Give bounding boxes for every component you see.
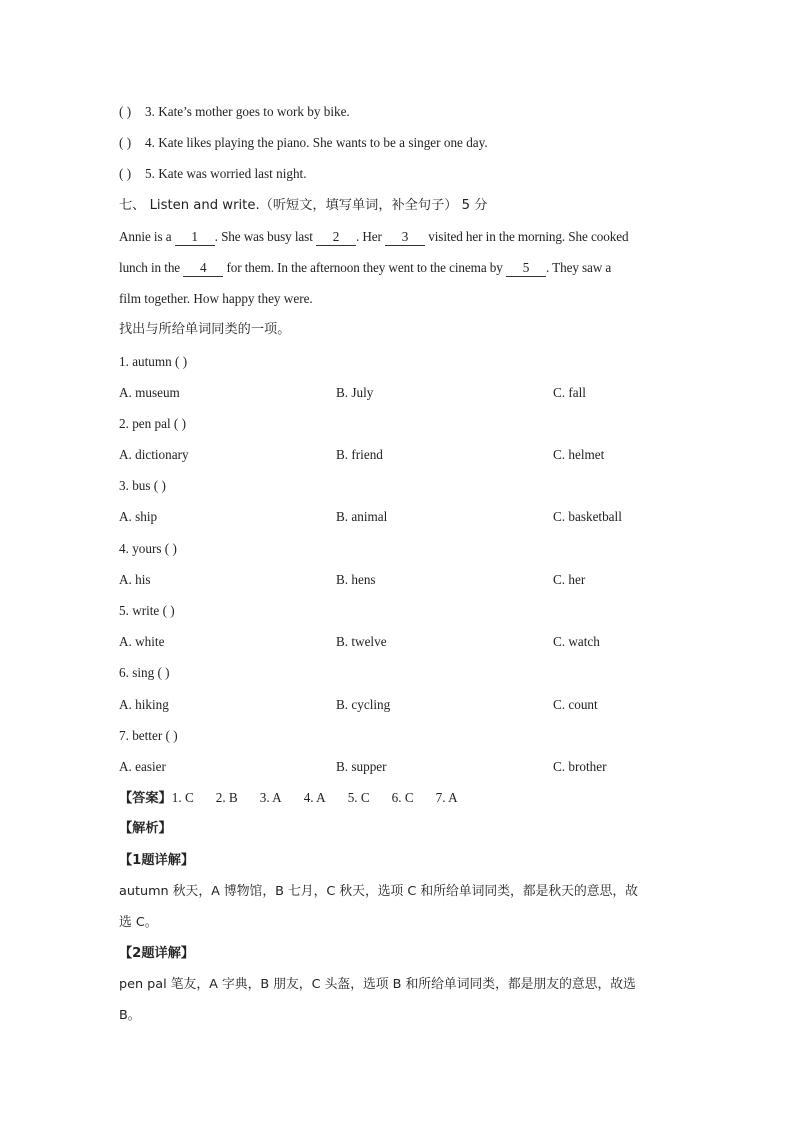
question-options-3 xyxy=(119,501,679,532)
question-stem-4: 4. yours ( ) xyxy=(119,540,177,556)
option-b[interactable]: B. cycling xyxy=(336,696,391,712)
answer-item: 7. A xyxy=(435,790,458,806)
blank-2[interactable]: 2 xyxy=(316,229,356,246)
judge-item-5 xyxy=(119,158,679,189)
answer-item: 1. C xyxy=(171,790,194,806)
blank-3[interactable]: 3 xyxy=(385,229,425,246)
option-a[interactable]: A. dictionary xyxy=(119,447,189,463)
detail-1-line-2: 选 C。 xyxy=(119,914,158,930)
option-b[interactable]: B. twelve xyxy=(336,634,387,650)
question-stem-3: 3. bus ( ) xyxy=(119,478,166,494)
answer-paren[interactable]: ( ) xyxy=(119,104,132,119)
answer-item: 3. A xyxy=(259,790,282,806)
answer-item: 5. C xyxy=(347,790,370,806)
question-stem-2: 2. pen pal ( ) xyxy=(119,415,187,431)
option-c[interactable]: C. her xyxy=(553,571,586,587)
option-c[interactable]: C. fall xyxy=(553,384,586,400)
analysis-label: 【解析】 xyxy=(119,821,172,837)
question-options-1 xyxy=(119,377,679,408)
answer-line xyxy=(119,782,679,813)
detail-2-line-2: B。 xyxy=(119,1008,141,1024)
detail-1-line-1: autumn 秋天，A 博物馆，B 七月，C 秋天，选项 C 和所给单词同类，都是秋天的意思，故 xyxy=(119,883,638,899)
judge-text: 5. Kate was worried last night. xyxy=(145,166,307,182)
judge-item-4 xyxy=(119,127,679,158)
option-c[interactable]: C. brother xyxy=(553,758,607,774)
question-options-6 xyxy=(119,689,679,720)
passage-line-1: Annie is a 1 . She was busy last 2 . Her 3 visited her in the morning. She cooked xyxy=(119,228,629,244)
option-b[interactable]: B. friend xyxy=(336,447,383,463)
question-stem-7: 7. better ( ) xyxy=(119,727,178,743)
option-c[interactable]: C. basketball xyxy=(553,509,622,525)
answer-paren[interactable]: ( ) xyxy=(119,135,132,151)
option-a[interactable]: A. white xyxy=(119,634,165,650)
question-stem-1: 1. autumn ( ) xyxy=(119,353,188,369)
judge-text: 4. Kate likes playing the piano. She wants to be a singer one day. xyxy=(145,135,488,151)
question-options-5 xyxy=(119,626,679,657)
option-b[interactable]: B. July xyxy=(336,384,374,400)
option-a[interactable]: A. his xyxy=(119,571,151,587)
blank-1[interactable]: 1 xyxy=(175,229,215,246)
option-c[interactable]: C. watch xyxy=(553,634,600,650)
section-8-instruction: 找出与所给单词同类的一项。 xyxy=(119,322,291,338)
blank-5[interactable]: 5 xyxy=(506,260,546,277)
answer-label: 【答案】 xyxy=(119,791,172,807)
detail-2-label: 【2题详解】 xyxy=(119,946,195,962)
option-c[interactable]: C. helmet xyxy=(553,447,605,463)
option-c[interactable]: C. count xyxy=(553,696,598,712)
question-options-4 xyxy=(119,564,679,595)
question-stem-5: 5. write ( ) xyxy=(119,603,175,618)
option-b[interactable]: B. animal xyxy=(336,509,388,525)
question-stem-6: 6. sing ( ) xyxy=(119,665,170,681)
blank-4[interactable]: 4 xyxy=(183,260,223,277)
option-a[interactable]: A. ship xyxy=(119,509,158,525)
question-options-7 xyxy=(119,751,679,782)
answer-item: 2. B xyxy=(215,790,238,806)
detail-2-line-1: pen pal 笔友，A 字典，B 朋友，C 头盔，选项 B 和所给单词同类，都是朋友的意思，故选 xyxy=(119,977,636,993)
option-a[interactable]: A. easier xyxy=(119,758,166,774)
question-options-2 xyxy=(119,439,679,470)
option-a[interactable]: A. museum xyxy=(119,384,180,400)
judge-text: 3. Kate’s mother goes to work by bike. xyxy=(145,104,350,119)
passage-line-3: film together. How happy they were. xyxy=(119,291,313,307)
option-b[interactable]: B. supper xyxy=(336,758,387,774)
section-7-heading: 七、 Listen and write.（听短文，填写单词，补全句子） 5 分 xyxy=(119,197,488,213)
passage-line-2: lunch in the 4 for them. In the afternoon they went to the cinema by 5 . They saw a xyxy=(119,259,612,275)
option-a[interactable]: A. hiking xyxy=(119,696,169,712)
answer-paren[interactable]: ( ) xyxy=(119,166,132,182)
document-page xyxy=(119,96,679,1032)
detail-1-label: 【1题详解】 xyxy=(119,852,195,868)
option-b[interactable]: B. hens xyxy=(336,571,376,587)
answer-item: 4. A xyxy=(303,790,326,806)
judge-item-3 xyxy=(119,96,679,127)
answer-item: 6. C xyxy=(391,790,414,806)
